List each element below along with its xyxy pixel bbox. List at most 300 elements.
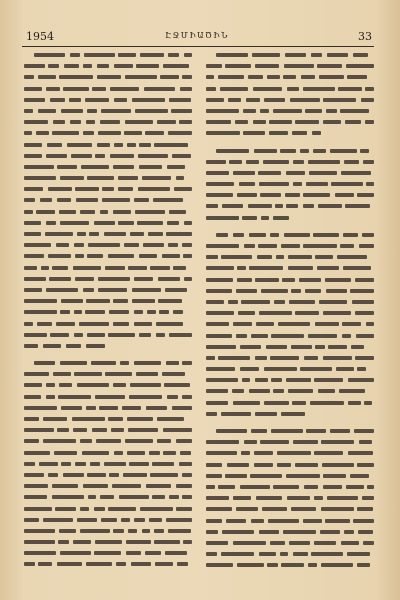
- text-line: [24, 341, 192, 352]
- word-mark: [75, 277, 94, 281]
- word-mark: [251, 429, 268, 433]
- word-mark: [113, 299, 127, 303]
- word-mark: [155, 562, 173, 566]
- word-mark: [43, 344, 61, 348]
- word-mark: [118, 221, 134, 225]
- word-mark: [52, 131, 79, 135]
- word-mark: [251, 334, 268, 338]
- word-mark: [24, 462, 35, 466]
- word-mark: [89, 232, 99, 236]
- text-line: [206, 493, 374, 504]
- word-mark: [314, 451, 343, 455]
- word-mark: [118, 176, 138, 180]
- word-mark: [282, 278, 295, 282]
- word-mark: [24, 254, 44, 258]
- word-mark: [47, 143, 62, 147]
- header-title: ԷՋՄԻԱԾԻՆ: [165, 31, 229, 40]
- text-line: [24, 128, 192, 139]
- word-mark: [128, 428, 159, 432]
- word-mark: [306, 182, 328, 186]
- word-mark: [218, 485, 235, 489]
- word-mark: [139, 143, 151, 147]
- word-mark: [169, 98, 191, 102]
- word-mark: [206, 463, 222, 467]
- word-mark: [48, 473, 59, 477]
- word-mark: [258, 244, 276, 248]
- word-mark: [77, 518, 97, 522]
- word-mark: [164, 383, 189, 387]
- word-mark: [147, 310, 156, 314]
- word-mark: [24, 143, 42, 147]
- word-mark: [156, 333, 165, 337]
- word-mark: [86, 299, 109, 303]
- word-mark: [113, 322, 129, 326]
- word-mark: [182, 495, 192, 499]
- word-mark: [86, 562, 112, 566]
- word-mark: [173, 266, 186, 270]
- word-mark: [271, 378, 282, 382]
- word-mark: [364, 401, 372, 405]
- word-mark: [288, 255, 312, 259]
- word-mark: [237, 278, 252, 282]
- word-mark: [303, 87, 335, 91]
- word-mark: [264, 401, 288, 405]
- word-mark: [267, 563, 277, 567]
- word-mark: [323, 485, 342, 489]
- word-mark: [179, 462, 192, 466]
- word-mark: [110, 87, 139, 91]
- text-line: [206, 460, 374, 471]
- word-mark: [87, 254, 104, 258]
- word-mark: [24, 551, 56, 555]
- word-mark: [289, 300, 315, 304]
- word-mark: [172, 406, 192, 410]
- text-line: [206, 353, 374, 364]
- word-mark: [242, 378, 250, 382]
- word-mark: [325, 278, 352, 282]
- word-mark: [359, 244, 374, 248]
- word-mark: [249, 389, 270, 393]
- word-mark: [357, 463, 374, 467]
- text-line: [206, 95, 374, 106]
- word-mark: [353, 519, 374, 523]
- word-mark: [24, 473, 44, 477]
- word-mark: [162, 254, 180, 258]
- text-line: [24, 392, 192, 403]
- word-mark: [258, 171, 282, 175]
- word-mark: [352, 300, 374, 304]
- word-mark: [177, 562, 188, 566]
- text-line: [206, 549, 374, 560]
- word-mark: [128, 266, 147, 270]
- word-mark: [313, 149, 326, 153]
- word-mark: [293, 160, 304, 164]
- word-mark: [303, 244, 337, 248]
- word-mark: [252, 53, 280, 57]
- word-mark: [341, 171, 370, 175]
- word-mark: [357, 367, 366, 371]
- word-mark: [206, 109, 239, 113]
- word-mark: [255, 378, 268, 382]
- word-mark: [356, 334, 374, 338]
- word-mark: [206, 255, 218, 259]
- word-mark: [206, 530, 218, 534]
- word-mark: [182, 395, 192, 399]
- word-mark: [167, 395, 178, 399]
- text-line: [206, 106, 374, 117]
- word-mark: [24, 75, 34, 79]
- word-mark: [249, 233, 266, 237]
- word-mark: [142, 529, 150, 533]
- word-mark: [256, 496, 282, 500]
- word-mark: [24, 109, 33, 113]
- word-mark: [24, 562, 35, 566]
- word-mark: [132, 299, 154, 303]
- word-mark: [206, 120, 231, 124]
- word-mark: [124, 131, 141, 135]
- word-mark: [176, 176, 184, 180]
- word-mark: [125, 120, 154, 124]
- word-mark: [125, 439, 153, 443]
- text-line: [24, 526, 192, 537]
- word-mark: [293, 440, 318, 444]
- word-mark: [276, 255, 284, 259]
- text-line: [24, 151, 192, 162]
- word-mark: [167, 165, 185, 169]
- word-mark: [337, 255, 367, 259]
- word-mark: [85, 310, 105, 314]
- text-line: [206, 179, 374, 190]
- word-mark: [355, 356, 374, 360]
- text-line: [206, 471, 374, 482]
- word-mark: [206, 300, 224, 304]
- text-line: [206, 342, 374, 353]
- text-line: [206, 308, 374, 319]
- word-mark: [206, 322, 229, 326]
- text-line: [24, 515, 192, 526]
- word-mark: [143, 243, 164, 247]
- word-mark: [24, 406, 57, 410]
- word-mark: [132, 98, 165, 102]
- word-mark: [327, 53, 348, 57]
- word-mark: [108, 507, 136, 511]
- word-mark: [273, 216, 289, 220]
- text-line: [24, 50, 192, 61]
- word-mark: [57, 562, 82, 566]
- word-mark: [233, 233, 244, 237]
- word-mark: [75, 462, 86, 466]
- word-mark: [287, 496, 311, 500]
- word-mark: [206, 98, 224, 102]
- text-line: [24, 492, 192, 503]
- word-mark: [66, 344, 81, 348]
- word-mark: [240, 485, 269, 489]
- word-mark: [38, 562, 52, 566]
- word-mark: [156, 322, 183, 326]
- word-mark: [105, 266, 126, 270]
- text-line: [24, 218, 192, 229]
- word-mark: [113, 383, 126, 387]
- word-mark: [41, 266, 49, 270]
- word-mark: [326, 289, 348, 293]
- word-mark: [101, 518, 117, 522]
- word-mark: [323, 356, 352, 360]
- word-mark: [104, 232, 126, 236]
- word-mark: [60, 310, 70, 314]
- word-mark: [243, 109, 256, 113]
- word-mark: [344, 160, 360, 164]
- word-mark: [216, 53, 248, 57]
- word-mark: [120, 361, 129, 365]
- word-mark: [24, 243, 51, 247]
- word-mark: [24, 495, 47, 499]
- word-mark: [134, 198, 150, 202]
- word-mark: [300, 149, 310, 153]
- word-mark: [94, 507, 105, 511]
- word-mark: [173, 310, 183, 314]
- word-mark: [150, 473, 177, 477]
- word-mark: [87, 333, 105, 337]
- word-mark: [87, 176, 113, 180]
- word-mark: [114, 143, 123, 147]
- word-mark: [40, 198, 53, 202]
- word-mark: [206, 401, 228, 405]
- word-mark: [340, 109, 369, 113]
- word-mark: [80, 507, 89, 511]
- word-mark: [24, 277, 46, 281]
- word-mark: [233, 496, 251, 500]
- word-mark: [100, 210, 108, 214]
- word-mark: [124, 243, 139, 247]
- word-mark: [285, 193, 300, 197]
- word-mark: [64, 64, 80, 68]
- text-line: [24, 470, 192, 481]
- word-mark: [206, 216, 239, 220]
- text-line: [24, 61, 192, 72]
- word-mark: [206, 87, 216, 91]
- word-mark: [174, 187, 192, 191]
- word-mark: [24, 428, 54, 432]
- word-mark: [127, 451, 145, 455]
- word-mark: [43, 518, 73, 522]
- text-line: [206, 437, 374, 448]
- word-mark: [74, 372, 101, 376]
- word-mark: [240, 367, 259, 371]
- word-mark: [79, 322, 109, 326]
- text-line: [24, 548, 192, 559]
- word-mark: [303, 193, 331, 197]
- word-mark: [206, 289, 232, 293]
- word-mark: [183, 540, 192, 544]
- word-mark: [184, 221, 192, 225]
- word-mark: [184, 53, 192, 57]
- word-mark: [342, 322, 361, 326]
- word-mark: [313, 233, 340, 237]
- word-mark: [314, 378, 343, 382]
- word-mark: [236, 334, 248, 338]
- word-mark: [304, 485, 319, 489]
- word-mark: [366, 182, 374, 186]
- word-mark: [233, 401, 260, 405]
- word-mark: [206, 389, 228, 393]
- word-mark: [57, 428, 68, 432]
- word-mark: [291, 345, 312, 349]
- word-mark: [206, 204, 218, 208]
- word-mark: [160, 75, 178, 79]
- text-line: [206, 375, 374, 386]
- word-mark: [24, 372, 49, 376]
- word-mark: [139, 333, 151, 337]
- text-line: [24, 263, 192, 274]
- word-mark: [74, 243, 84, 247]
- word-mark: [248, 75, 263, 79]
- text-line: [24, 274, 192, 285]
- word-mark: [206, 193, 233, 197]
- word-mark: [43, 417, 67, 421]
- text-line: [24, 207, 192, 218]
- text-line: [206, 482, 374, 493]
- word-mark: [159, 310, 170, 314]
- word-mark: [24, 154, 42, 158]
- word-mark: [24, 64, 45, 68]
- text-line: [24, 95, 192, 106]
- word-mark: [311, 552, 343, 556]
- word-mark: [105, 372, 132, 376]
- word-mark: [48, 64, 59, 68]
- word-mark: [310, 401, 344, 405]
- word-mark: [280, 149, 296, 153]
- word-mark: [129, 462, 149, 466]
- word-mark: [166, 518, 192, 522]
- word-mark: [158, 277, 181, 281]
- word-mark: [24, 232, 41, 236]
- text-line: [206, 168, 374, 179]
- word-mark: [348, 378, 374, 382]
- word-mark: [361, 98, 374, 102]
- word-mark: [55, 507, 76, 511]
- word-mark: [122, 406, 142, 410]
- word-mark: [157, 120, 177, 124]
- word-mark: [206, 552, 217, 556]
- word-mark: [341, 541, 359, 545]
- text-line: [206, 527, 374, 538]
- word-mark: [206, 244, 239, 248]
- word-mark: [236, 289, 257, 293]
- text-line: [24, 307, 192, 318]
- word-mark: [71, 154, 91, 158]
- text-line: [24, 425, 192, 436]
- text-line: [24, 296, 192, 307]
- word-mark: [315, 345, 324, 349]
- word-mark: [221, 412, 251, 416]
- word-mark: [246, 160, 260, 164]
- word-mark: [259, 552, 276, 556]
- header-year: 1954: [26, 30, 54, 43]
- word-mark: [222, 204, 243, 208]
- word-mark: [114, 451, 124, 455]
- word-mark: [206, 266, 234, 270]
- word-mark: [222, 530, 254, 534]
- word-mark: [48, 187, 72, 191]
- word-mark: [320, 530, 340, 534]
- word-mark: [344, 530, 353, 534]
- word-mark: [86, 120, 95, 124]
- word-mark: [269, 120, 291, 124]
- word-mark: [73, 428, 87, 432]
- word-mark: [350, 289, 374, 293]
- word-mark: [206, 367, 235, 371]
- word-mark: [317, 64, 342, 68]
- word-mark: [85, 98, 110, 102]
- word-mark: [206, 345, 236, 349]
- word-mark: [74, 333, 83, 337]
- word-mark: [179, 120, 192, 124]
- word-mark: [301, 75, 315, 79]
- word-mark: [268, 519, 300, 523]
- word-mark: [360, 149, 369, 153]
- word-mark: [75, 187, 99, 191]
- word-mark: [335, 193, 353, 197]
- word-mark: [259, 311, 292, 315]
- word-mark: [330, 149, 356, 153]
- word-mark: [24, 299, 57, 303]
- word-mark: [146, 406, 167, 410]
- text-line: [24, 380, 192, 391]
- text-line: [206, 398, 374, 409]
- word-mark: [206, 182, 234, 186]
- word-mark: [286, 204, 298, 208]
- text-line: [24, 240, 192, 251]
- text-line: [24, 414, 192, 425]
- word-mark: [49, 277, 71, 281]
- word-mark: [291, 289, 301, 293]
- word-mark: [70, 53, 80, 57]
- word-mark: [206, 563, 233, 567]
- word-mark: [243, 131, 264, 135]
- word-mark: [345, 204, 371, 208]
- word-mark: [131, 562, 151, 566]
- word-mark: [118, 53, 136, 57]
- word-mark: [176, 439, 192, 443]
- word-mark: [69, 98, 81, 102]
- word-mark: [323, 311, 351, 315]
- text-line: [24, 330, 192, 341]
- word-mark: [286, 378, 310, 382]
- word-mark: [295, 120, 319, 124]
- word-mark: [24, 333, 47, 337]
- word-mark: [239, 182, 255, 186]
- word-mark: [346, 64, 374, 68]
- word-mark: [319, 75, 344, 79]
- word-mark: [76, 198, 98, 202]
- word-mark: [180, 451, 191, 455]
- word-mark: [97, 143, 111, 147]
- word-mark: [118, 187, 133, 191]
- word-mark: [249, 266, 283, 270]
- word-mark: [132, 288, 161, 292]
- word-mark: [288, 266, 314, 270]
- word-mark: [323, 120, 341, 124]
- word-mark: [347, 552, 369, 556]
- word-mark: [126, 551, 142, 555]
- word-mark: [72, 417, 105, 421]
- text-line: [206, 117, 374, 128]
- word-mark: [101, 109, 131, 113]
- text-line: [24, 229, 192, 240]
- word-mark: [84, 53, 116, 57]
- word-mark: [260, 193, 281, 197]
- word-mark: [267, 75, 279, 79]
